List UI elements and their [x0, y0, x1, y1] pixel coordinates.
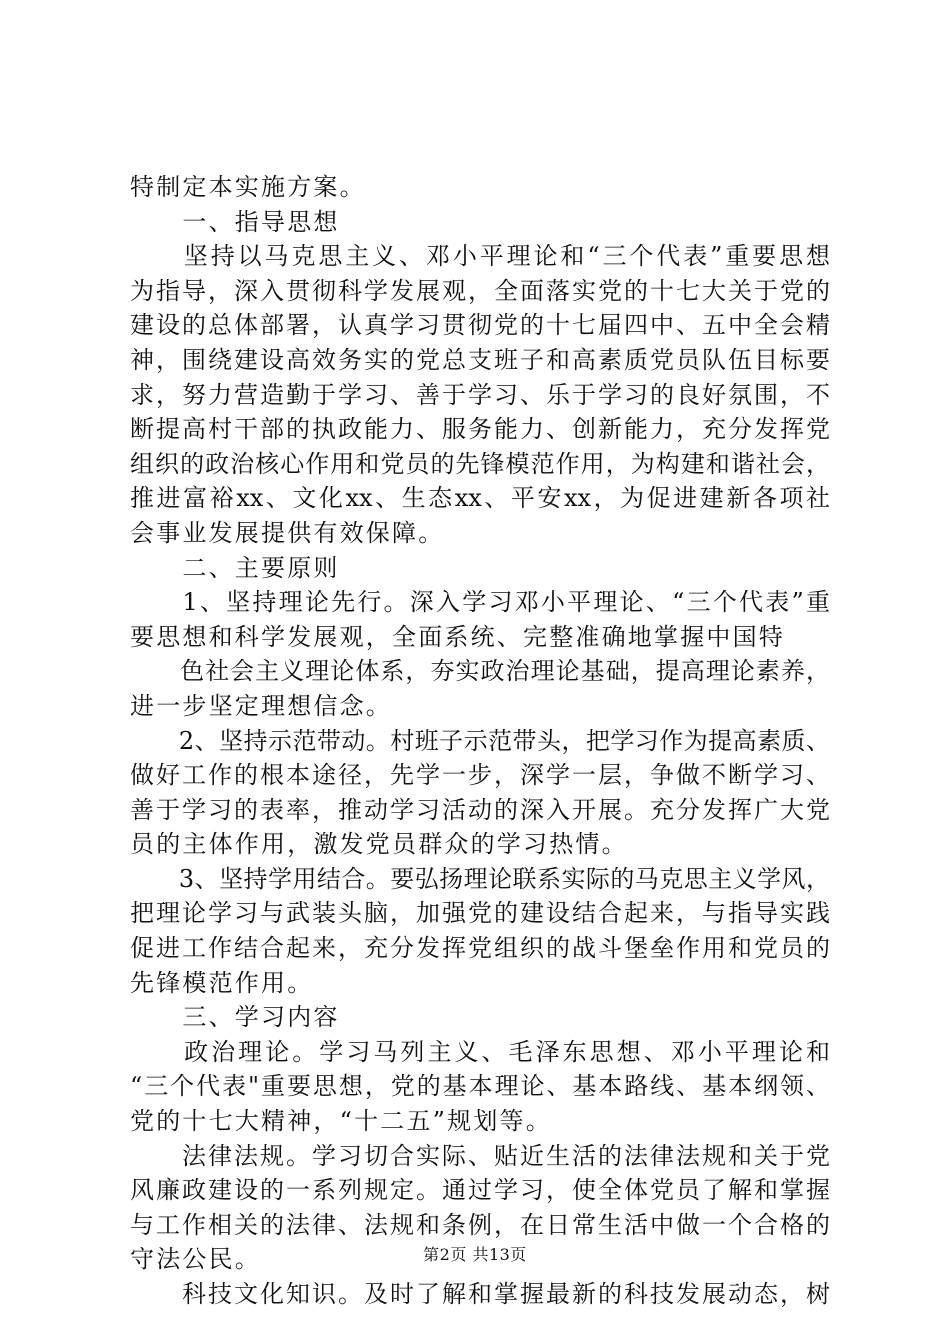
text-line: 风廉政建设的一系列规定。通过学习，使全体党员了解和掌握 — [130, 1176, 830, 1205]
text-line: 组织的政治核心作用和党员的先锋模范作用，为构建和谐社会， — [130, 449, 830, 478]
text-line: 断提高村干部的执政能力、服务能力、创新能力，充分发挥党 — [130, 415, 830, 444]
text-line: 会事业发展提供有效保障。 — [130, 518, 445, 547]
section-heading: 三、学习内容 — [130, 1003, 340, 1032]
body-text — [130, 170, 830, 1312]
text-line: 求，努力营造勤于学习、善于学习、乐于学习的良好氛围，不 — [130, 380, 830, 409]
text-line: 党的十七大精神，“十二五”规划等。 — [130, 1107, 552, 1136]
text-line: 促进工作结合起来，充分发挥党组织的战斗堡垒作用和党员的 — [130, 934, 830, 963]
text-line: 3、坚持学用结合。要弘扬理论联系实际的马克思主义学风， — [130, 864, 830, 893]
text-line: 坚持以马克思主义、邓小平理论和“三个代表”重要思想 — [130, 242, 830, 271]
text-line: 把理论学习与武装头脑，加强党的建设结合起来，与指导实践 — [130, 899, 830, 928]
text-line: 建设的总体部署，认真学习贯彻党的十七届四中、五中全会精 — [130, 311, 830, 340]
section-heading: 一、指导思想 — [130, 207, 340, 236]
text-line: 员的主体作用，激发党员群众的学习热情。 — [130, 830, 628, 859]
text-line: 神，围绕建设高效务实的党总支班子和高素质党员队伍目标要 — [130, 345, 830, 374]
text-line: 与工作相关的法律、法规和条例，在日常生活中做一个合格的 — [130, 1210, 830, 1239]
text-line: 法律法规。学习切合实际、贴近生活的法律法规和关于党 — [130, 1141, 830, 1170]
text-line: “三个代表"重要思想，党的基本理论、基本路线、基本纲领、 — [130, 1072, 830, 1101]
text-line: 2、坚持示范带动。村班子示范带头，把学习作为提高素质、 — [130, 726, 830, 755]
text-line: 特制定本实施方案。 — [130, 173, 366, 201]
text-line: 守法公民。 — [130, 1245, 261, 1274]
text-line: 色社会主义理论体系，夯实政治理论基础，提高理论素养， — [130, 657, 830, 686]
text-line: 先锋模范作用。 — [130, 968, 314, 997]
text-line: 进一步坚定理想信念。 — [130, 691, 392, 720]
text-line: 善于学习的表率，推动学习活动的深入开展。充分发挥广大党 — [130, 795, 830, 824]
text-line: 1、坚持理论先行。深入学习邓小平理论、“三个代表”重 — [130, 588, 830, 617]
text-line: 要思想和科学发展观，全面系统、完整准确地掌握中国特 — [130, 622, 785, 651]
section-heading: 二、主要原则 — [130, 553, 340, 582]
text-line: 为指导，深入贯彻科学发展观，全面落实党的十七大关于党的 — [130, 276, 830, 305]
text-line: 政治理论。学习马列主义、毛泽东思想、邓小平理论和 — [130, 1037, 830, 1066]
text-line: 推进富裕xx、文化xx、生态xx、平安xx，为促进建新各项社 — [130, 484, 830, 513]
text-line: 科技文化知识。及时了解和掌握最新的科技发展动态，树 — [130, 1280, 830, 1308]
page-number-footer: 第2页 共13页 — [423, 1245, 527, 1264]
text-line: 做好工作的根本途径，先学一步，深学一层，争做不断学习、 — [130, 761, 830, 790]
